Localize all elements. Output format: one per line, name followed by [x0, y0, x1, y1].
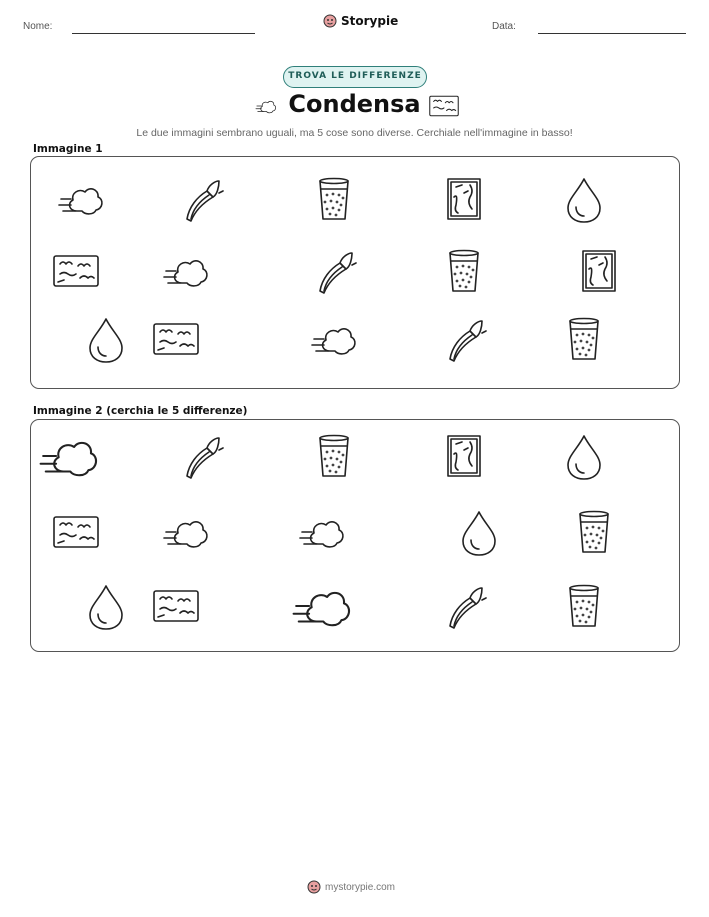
glass-icon — [440, 247, 488, 295]
instructions: Le due immagini sembrano uguali, ma 5 cose sono diverse. Cerchiale nell'immagine in basso! — [136, 127, 573, 139]
storypie-mascot-icon — [323, 14, 337, 28]
steam-cloud-icon[interactable] — [38, 425, 100, 487]
water-drop-icon[interactable] — [455, 508, 503, 556]
water-drop-icon[interactable] — [560, 432, 608, 480]
steam-cloud-icon — [57, 175, 105, 223]
foggy-window-icon — [575, 247, 623, 295]
section2-label: Immagine 2 (cerchia le 5 differenze) — [33, 405, 248, 417]
foggy-window-icon — [440, 175, 488, 223]
fog-panel-icon — [428, 95, 460, 117]
name-label: Nome: — [23, 21, 53, 32]
steam-cloud-icon — [162, 247, 210, 295]
steam-cloud-icon[interactable] — [162, 508, 210, 556]
comet-icon — [177, 175, 225, 223]
water-drop-icon[interactable] — [82, 582, 130, 630]
steam-cloud-icon[interactable] — [298, 508, 346, 556]
image2-panel[interactable] — [30, 419, 680, 652]
section1-label: Immagine 1 — [33, 143, 103, 155]
fog-panel-icon — [152, 315, 200, 363]
footer-site[interactable]: mystorypie.com — [325, 881, 396, 893]
date-label: Data: — [492, 21, 516, 32]
comet-icon — [440, 315, 488, 363]
page-title: Condensa — [288, 90, 421, 118]
glass-icon[interactable] — [310, 432, 358, 480]
date-line[interactable] — [538, 33, 686, 34]
water-drop-icon — [82, 315, 130, 363]
image1-panel — [30, 156, 680, 389]
comet-icon[interactable] — [177, 432, 225, 480]
water-drop-icon — [560, 175, 608, 223]
brand-name: Storypie — [341, 14, 399, 28]
fog-panel-icon[interactable] — [152, 582, 200, 630]
comet-icon — [310, 247, 358, 295]
activity-badge: TROVA LE DIFFERENZE — [283, 66, 427, 88]
fog-panel-icon[interactable] — [52, 508, 100, 556]
glass-icon[interactable] — [560, 582, 608, 630]
glass-icon — [560, 315, 608, 363]
name-line[interactable] — [72, 33, 255, 34]
steam-cloud-icon[interactable] — [291, 575, 353, 637]
brand-logo — [323, 14, 398, 28]
foggy-window-icon[interactable] — [440, 432, 488, 480]
glass-icon[interactable] — [570, 508, 618, 556]
glass-icon — [310, 175, 358, 223]
storypie-mascot-icon — [307, 880, 321, 894]
steam-cloud-icon — [310, 315, 358, 363]
comet-icon[interactable] — [440, 582, 488, 630]
footer-logo — [307, 880, 395, 894]
fog-panel-icon — [52, 247, 100, 295]
